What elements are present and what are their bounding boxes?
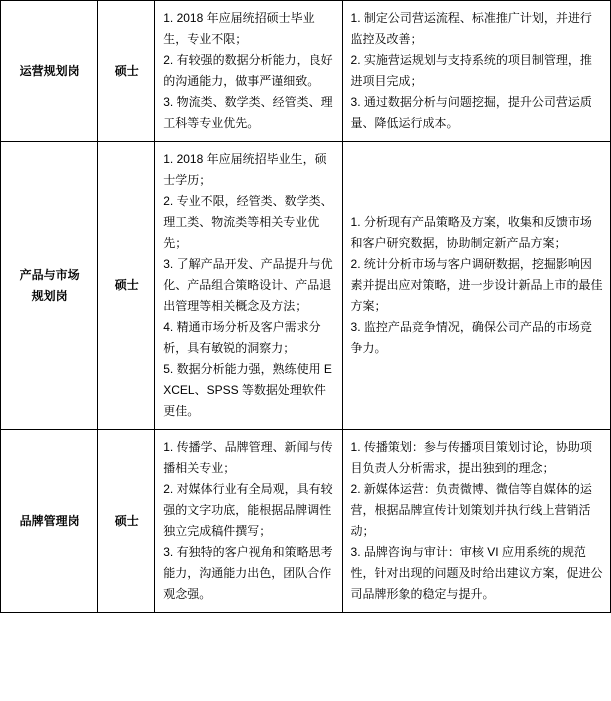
duties-list: [351, 212, 603, 359]
post-name-line: 规划岗: [31, 288, 68, 303]
duty-item: 2. 统计分析市场与客户调研数据，挖掘影响因素并提出应对策略，进一步设计新品上市的最佳方案；: [350, 257, 603, 313]
requirement-item: 3. 有独特的客户视角和策略思考能力，沟通能力出色，团队合作观念强。: [163, 545, 333, 601]
duty-item: 1. 制定公司营运流程、标准推广计划，并进行监控及改善；: [350, 11, 592, 46]
requirement-item: 1. 2018 年应届统招硕士毕业生，专业不限；: [163, 11, 315, 46]
duty-item: 1. 分析现有产品策略及方案，收集和反馈市场和客户研究数据，协助制定新产品方案；: [350, 215, 592, 250]
duties-cell: [342, 430, 610, 613]
degree-cell: 硕士: [98, 1, 155, 142]
requirement-item: 1. 传播学、品牌管理、新闻与传播相关专业；: [163, 440, 333, 475]
requirement-item: 3. 物流类、数学类、经管类、理工科等专业优先。: [163, 95, 333, 130]
duty-item: 1. 传播策划：参与传播项目策划讨论，协助项目负责人分析需求，提出独到的理念；: [350, 440, 592, 475]
table-row: [1, 142, 611, 430]
post-name-line: 品牌管理岗: [19, 513, 80, 528]
duties-list: [351, 437, 603, 605]
duties-cell: [342, 142, 610, 430]
post-name-line: 产品与市场: [19, 267, 80, 282]
requirement-item: 2. 对媒体行业有全局观，具有较强的文字功底，能根据品牌调性独立完成稿件撰写；: [163, 482, 333, 538]
table-row: [1, 1, 611, 142]
duties-cell: [342, 1, 610, 142]
requirements-cell: [155, 430, 342, 613]
requirement-item: 4. 精通市场分析及客户需求分析，具有敏锐的洞察力；: [163, 320, 321, 355]
post-name-cell: [1, 430, 98, 613]
requirement-item: 3. 了解产品开发、产品提升与优化、产品组合策略设计、产品退出管理等相关概念及方法；: [163, 257, 333, 313]
requirement-item: 2. 专业不限，经管类、数学类、理工类、物流类等相关专业优先；: [163, 194, 333, 250]
duty-item: 2. 新媒体运营：负责微博、微信等自媒体的运营，根据品牌宣传计划策划并执行线上营销活动；: [350, 482, 592, 538]
post-name-cell: [1, 142, 98, 430]
duty-item: 3. 监控产品竞争情况，确保公司产品的市场竞争力。: [350, 320, 592, 355]
requirements-cell: [155, 142, 342, 430]
degree-cell: 硕士: [98, 430, 155, 613]
requirements-list: [163, 8, 334, 134]
post-name-cell: [1, 1, 98, 142]
table-body: [1, 1, 611, 613]
duty-item: 3. 通过数据分析与问题挖掘，提升公司营运质量、降低运行成本。: [350, 95, 592, 130]
duty-item: 2. 实施营运规划与支持系统的项目制管理，推进项目完成；: [350, 53, 592, 88]
post-name-line: 运营规划岗: [19, 63, 80, 78]
duties-list: [351, 8, 603, 134]
requirement-item: 1. 2018 年应届统招毕业生，硕士学历；: [163, 152, 327, 187]
requirement-item: 2. 有较强的数据分析能力，良好的沟通能力，做事严谨细致。: [163, 53, 333, 88]
degree-cell: 硕士: [98, 142, 155, 430]
table-row: [1, 430, 611, 613]
duty-item: 3. 品牌咨询与审计：审核 VI 应用系统的规范性，针对出现的问题及时给出建议方案，促进公司品牌形象的稳定与提升。: [350, 545, 603, 601]
requirements-list: [163, 437, 334, 605]
requirements-cell: [155, 1, 342, 142]
requirements-list: [163, 149, 334, 422]
requirement-item: 5. 数据分析能力强，熟练使用 EXCEL、SPSS 等数据处理软件更佳。: [163, 362, 332, 418]
